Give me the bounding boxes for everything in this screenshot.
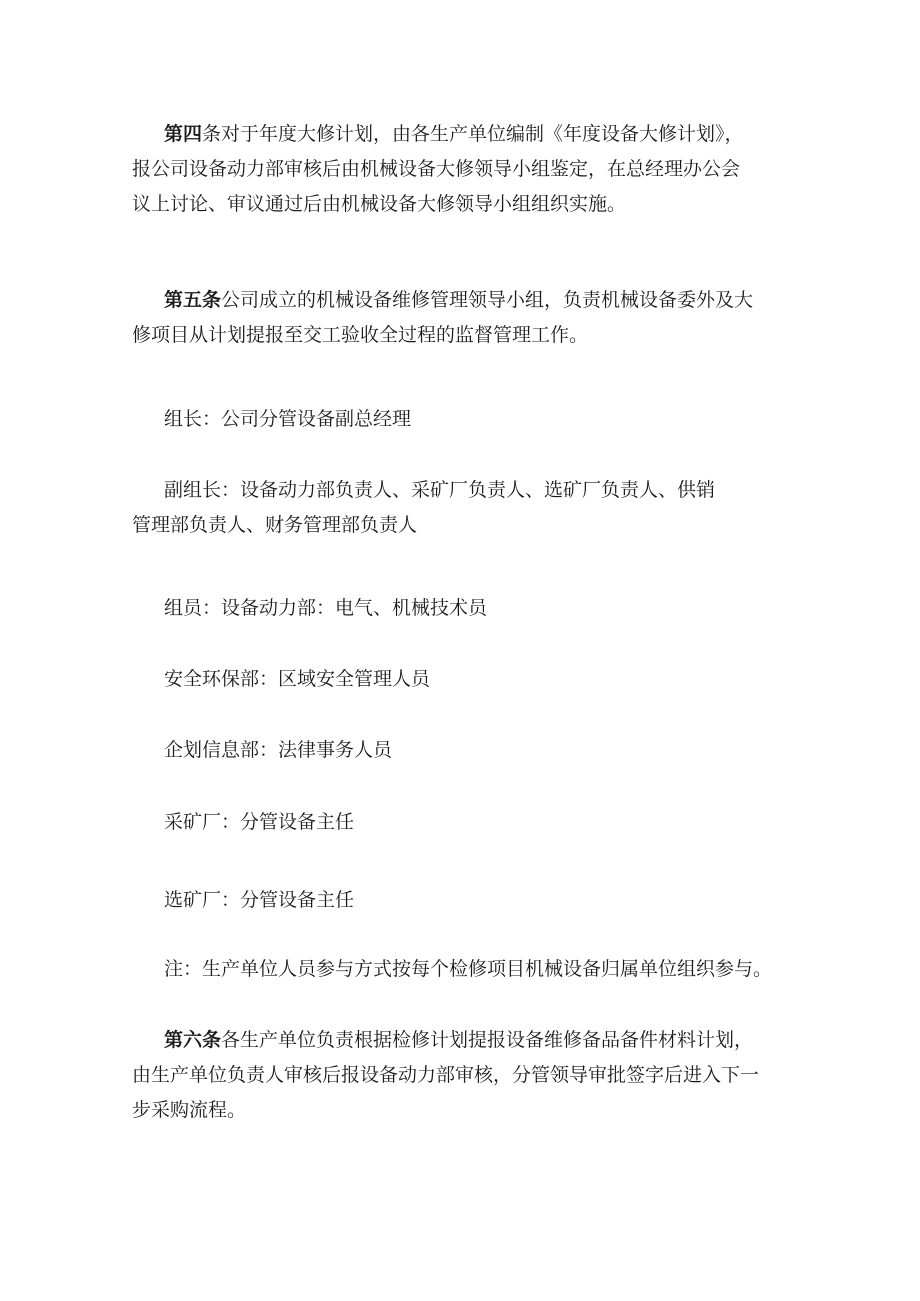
note-line: 注：生产单位人员参与方式按每个检修项目机械设备归属单位组织参与。 (164, 958, 773, 980)
article-6-paragraph (132, 1023, 802, 1128)
leader-paragraph (132, 402, 802, 437)
members-dressing-line: 选矿厂：分管设备主任 (164, 889, 355, 911)
article-6-line-3: 步采购流程。 (132, 1099, 247, 1121)
members-equipment-paragraph (132, 591, 802, 626)
members-mining-paragraph (132, 805, 802, 840)
article-6-line-1 (132, 1023, 802, 1058)
members-dressing-paragraph (132, 883, 802, 918)
article-4-paragraph (132, 117, 802, 222)
members-mining-line: 采矿厂：分管设备主任 (164, 811, 355, 833)
note-paragraph (132, 952, 802, 987)
deputy-paragraph (132, 473, 802, 543)
article-6-line-2: 由生产单位负责人审核后报设备动力部审核，分管领导审批签字后进入下一 (132, 1064, 760, 1086)
article-5-paragraph (132, 283, 802, 353)
leader-line: 组长：公司分管设备副总经理 (164, 408, 412, 430)
article-5-text-1: 公司成立的机械设备维修管理领导小组，负责机械设备委外及大 (221, 289, 754, 311)
article-4-text-1: 条对于年度大修计划，由各生产单位编制《年度设备大修计划》， (202, 123, 744, 145)
article-4-line-1 (132, 117, 802, 152)
members-equipment-line: 组员：设备动力部：电气、机械技术员 (164, 597, 488, 619)
article-4-line-2: 报公司设备动力部审核后由机械设备大修领导小组鉴定，在总经理办公会 (132, 158, 741, 180)
article-6-heading: 第六条 (164, 1029, 222, 1051)
members-planning-line: 企划信息部：法律事务人员 (164, 739, 393, 761)
article-5-line-2: 修项目从计划提报至交工验收全过程的监督管理工作。 (132, 324, 589, 346)
article-6-text-1: 各生产单位负责根据检修计划提报设备维修备品备件材料计划， (221, 1029, 754, 1051)
deputy-line-1: 副组长：设备动力部负责人、采矿厂负责人、选矿厂负责人、供销 (164, 479, 716, 501)
article-5-line-1 (132, 283, 802, 318)
article-5-heading: 第五条 (164, 289, 222, 311)
members-safety-paragraph (132, 662, 802, 697)
deputy-line-2: 管理部负责人、财务管理部负责人 (132, 514, 418, 536)
members-safety-line: 安全环保部：区域安全管理人员 (164, 668, 431, 690)
members-planning-paragraph (132, 733, 802, 768)
article-4-line-3: 议上讨论、审议通过后由机械设备大修领导小组组织实施。 (132, 193, 627, 215)
article-4-heading: 第四 (164, 123, 203, 145)
